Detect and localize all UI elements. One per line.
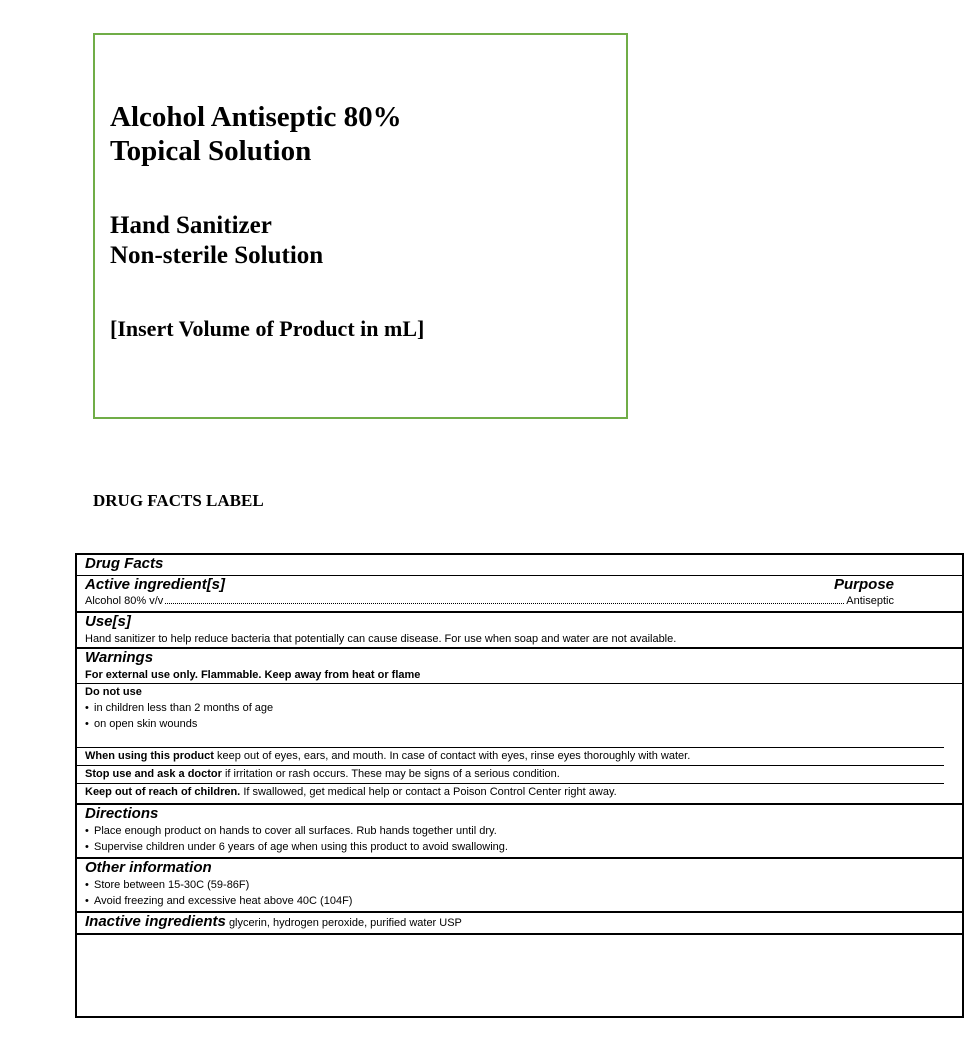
other-information-item: • Avoid freezing and excessive heat above 40C (104F) [85, 893, 962, 909]
product-title [110, 100, 402, 168]
drug-facts-title-row [77, 555, 962, 575]
do-not-use-heading: Do not use [85, 686, 142, 698]
keep-out-row [77, 783, 944, 803]
do-not-use-section [77, 683, 962, 747]
principal-display-panel [93, 33, 628, 419]
product-volume: [Insert Volume of Product in mL] [110, 316, 425, 341]
do-not-use-item: • in children less than 2 months of age [85, 700, 962, 716]
use-text: Hand sanitizer to help reduce bacteria that potentially can cause disease. For use when soap and water are not available. [85, 633, 677, 645]
active-ingredient-heading: Active ingredient[s] [85, 576, 226, 593]
active-ingredient-name: Alcohol 80% v/v [85, 595, 164, 607]
other-information-heading: Other information [85, 859, 212, 876]
stop-use-text: if irritation or rash occurs. These may be signs of a serious condition. [224, 768, 560, 780]
when-using-lead: When using this product [85, 750, 214, 762]
other-information-item: • Store between 15-30C (59-86F) [85, 877, 962, 893]
directions-heading: Directions [85, 805, 159, 822]
active-heading-row [77, 575, 962, 593]
when-using-text: keep out of eyes, ears, and mouth. In case of contact with eyes, rinse eyes thoroughly with water. [217, 750, 691, 762]
warnings-section [77, 647, 962, 683]
inactive-ingredients-heading: Inactive ingredients [85, 913, 226, 930]
directions-section [77, 803, 962, 857]
drug-facts-panel [75, 553, 964, 1018]
other-information-section [77, 857, 962, 911]
do-not-use-item: • on open skin wounds [85, 716, 962, 732]
title-line-1: Alcohol Antiseptic 80% [110, 101, 402, 133]
warnings-external-use: For external use only. Flammable. Keep away from heat or flame [85, 669, 421, 681]
drug-facts-label-heading: DRUG FACTS LABEL [93, 491, 264, 510]
directions-item: • Supervise children under 6 years of age when using this product to avoid swallowing. [85, 839, 962, 855]
keep-out-lead: Keep out of reach of children. [85, 786, 241, 798]
empty-footer-row [77, 933, 962, 953]
title-line-2: Topical Solution [110, 135, 312, 167]
use-section [77, 611, 962, 647]
directions-item: • Place enough product on hands to cover all surfaces. Rub hands together until dry. [85, 823, 962, 839]
subtitle-line-1: Hand Sanitizer [110, 212, 272, 239]
purpose-heading: Purpose [833, 576, 894, 593]
active-ingredient-row [77, 593, 962, 611]
product-subtitle [110, 211, 323, 271]
keep-out-text: If swallowed, get medical help or contact a Poison Control Center right away. [243, 786, 617, 798]
stop-use-lead: Stop use and ask a doctor [85, 768, 222, 780]
when-using-row [77, 747, 944, 765]
drug-facts-title: Drug Facts [85, 555, 164, 572]
inactive-ingredients-row [77, 911, 962, 933]
active-ingredient-purpose: Antiseptic [846, 595, 894, 607]
leader-dots [165, 603, 844, 604]
stop-use-row [77, 765, 944, 783]
use-heading: Use[s] [85, 613, 131, 630]
subtitle-line-2: Non-sterile Solution [110, 242, 324, 269]
inactive-ingredients-text: glycerin, hydrogen peroxide, purified water USP [228, 917, 462, 929]
warnings-heading: Warnings [85, 649, 154, 666]
